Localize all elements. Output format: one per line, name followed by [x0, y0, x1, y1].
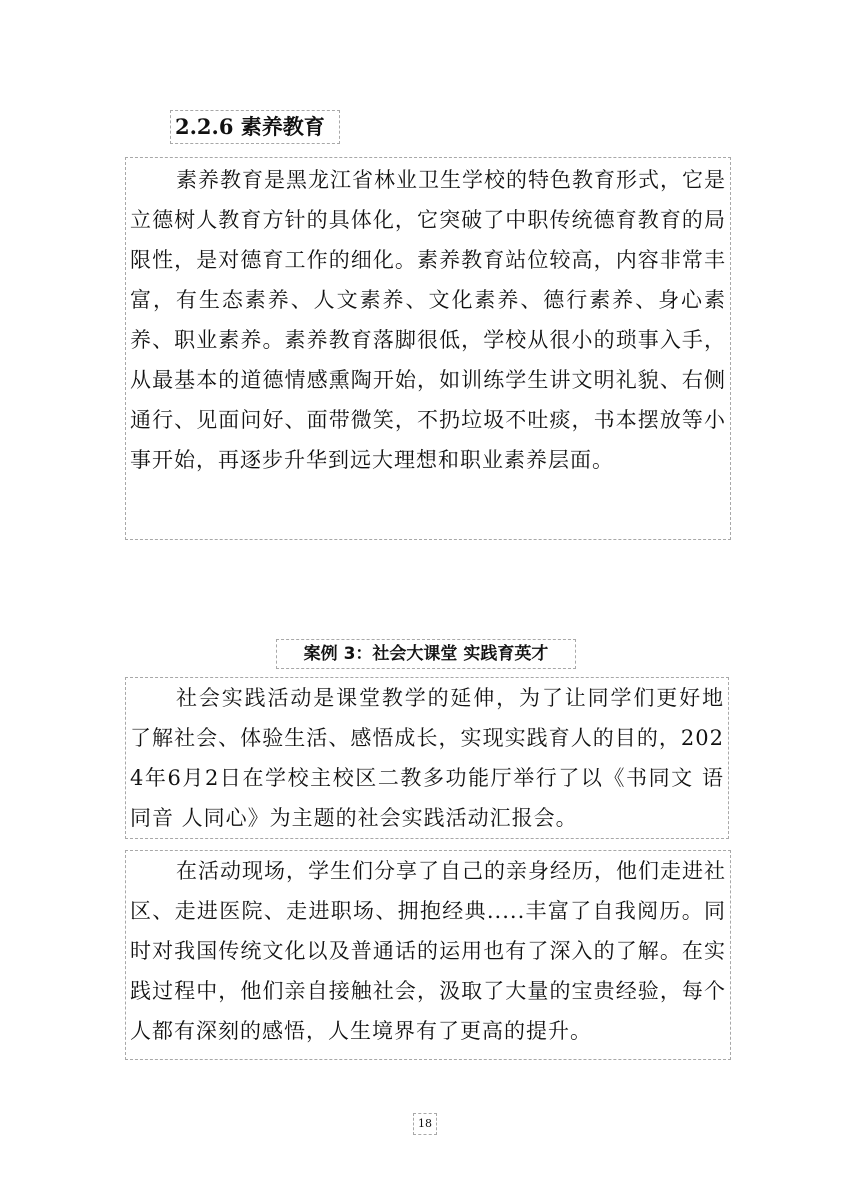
case-title: 案例 3：社会大课堂 实践育英才 — [276, 639, 576, 669]
section-paragraph-box — [125, 157, 731, 540]
case-paragraph: 社会实践活动是课堂教学的延伸，为了让同学们更好地了解社会、体验生活、感悟成长，实现实践育人的目的，2024年6月2日在学校主校区二教多功能厅举行了以《书同文 语同音 人同心》为主题的社会实践活动汇报会。 — [130, 686, 724, 830]
section-heading: 2.2.6 素养教育 — [170, 110, 340, 144]
section-paragraph: 素养教育是黑龙江省林业卫生学校的特色教育形式，它是立德树人教育方针的具体化，它突破了中职传统德育教育的局限性，是对德育工作的细化。素养教育站位较高，内容非常丰富，有生态素养、人文素养、文化素养、德行素养、身心素养、职业素养。素养教育落脚很低，学校从很小的琐事入手，从最基本的道德情感熏陶开始，如训练学生讲文明礼貌、右侧通行、见面问好、面带微笑，不扔垃圾不吐痰，书本摆放等小事开始，再逐步升华到远大理想和职业素养层面。 — [130, 168, 726, 472]
page-number: 18 — [413, 1113, 437, 1135]
case-paragraph: 在活动现场，学生们分享了自己的亲身经历，他们走进社区、走进医院、走进职场、拥抱经典.....丰富了自我阅历。同时对我国传统文化以及普通话的运用也有了深入的了解。在实践过程中，他们亲自接触社会，汲取了大量的宝贵经验，每个人都有深刻的感悟，人生境界有了更高的提升。 — [130, 859, 726, 1043]
case-paragraph-box-2 — [125, 850, 731, 1060]
case-paragraph-box-1 — [125, 677, 729, 839]
